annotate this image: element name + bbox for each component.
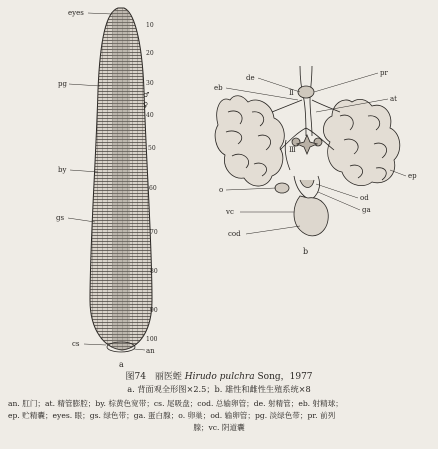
segment-number: 70 — [150, 229, 158, 236]
panel-b-letter: b — [303, 247, 309, 256]
label-segment-II: Ⅱ — [289, 89, 294, 97]
reproductive-system-diagram — [215, 66, 400, 236]
abbreviation-legend — [8, 398, 430, 434]
label-pg: pg — [58, 80, 67, 88]
segment-number: 90 — [150, 307, 158, 314]
leech-dorsal-view — [80, 8, 160, 353]
caption-species: Hirudo pulchra — [184, 372, 255, 382]
label-an: an — [146, 347, 155, 355]
figure-caption-title — [0, 372, 438, 383]
panel-a-letter: a — [119, 360, 124, 369]
label-eyes: eyes — [68, 9, 84, 17]
label-pr: pr — [380, 69, 388, 77]
segment-number: 30 — [146, 80, 154, 87]
label-cod: cod — [228, 230, 241, 238]
label-gs: gs — [56, 214, 65, 222]
segment-number: 50 — [148, 145, 156, 152]
segment-number: 40 — [146, 112, 154, 119]
label-cs: cs — [72, 340, 80, 348]
figure-caption-subtitle: a. 背面观全形图×2.5；b. 雄性和雌性生殖系统×8 — [127, 384, 311, 394]
label-od: od — [360, 194, 369, 202]
label-de: de — [246, 74, 255, 82]
segment-number: 80 — [150, 268, 158, 275]
caption-prefix: 图74 丽医蛭 — [125, 372, 182, 382]
label-ep: ep — [408, 172, 417, 180]
caption-suffix: Song，1977 — [257, 372, 313, 382]
legend-line: 腺；vc. 阴道囊 — [193, 423, 245, 432]
segment-number: 20 — [146, 50, 154, 57]
label-by: by — [58, 166, 67, 174]
label-eb: eb — [214, 84, 223, 92]
label-ga: ga — [362, 206, 371, 214]
segment-number: 100 — [146, 336, 158, 343]
label-segment-III: Ⅲ — [289, 146, 296, 154]
label-o: o — [219, 186, 224, 194]
legend-line: ep. 贮精囊；eyes. 眼；gs. 绿色带；ga. 蛋白腺；o. 卵巢；od. 输卵管；pg. 淡绿色带；pr. 前列 — [8, 411, 336, 420]
segment-number: 60 — [149, 185, 157, 192]
label-vc: vc — [226, 208, 234, 216]
legend-line: an. 肛门；at. 精管膨腔；by. 棕黄色宽带；cs. 尾吸盘；cod. 总输卵管；de. 射精管；eb. 射精球； — [8, 399, 343, 408]
segment-number: 10 — [146, 22, 154, 29]
male-pore-mark: ♂ — [143, 91, 150, 99]
female-pore-mark: ♀ — [143, 101, 149, 109]
label-at: at — [390, 95, 397, 103]
